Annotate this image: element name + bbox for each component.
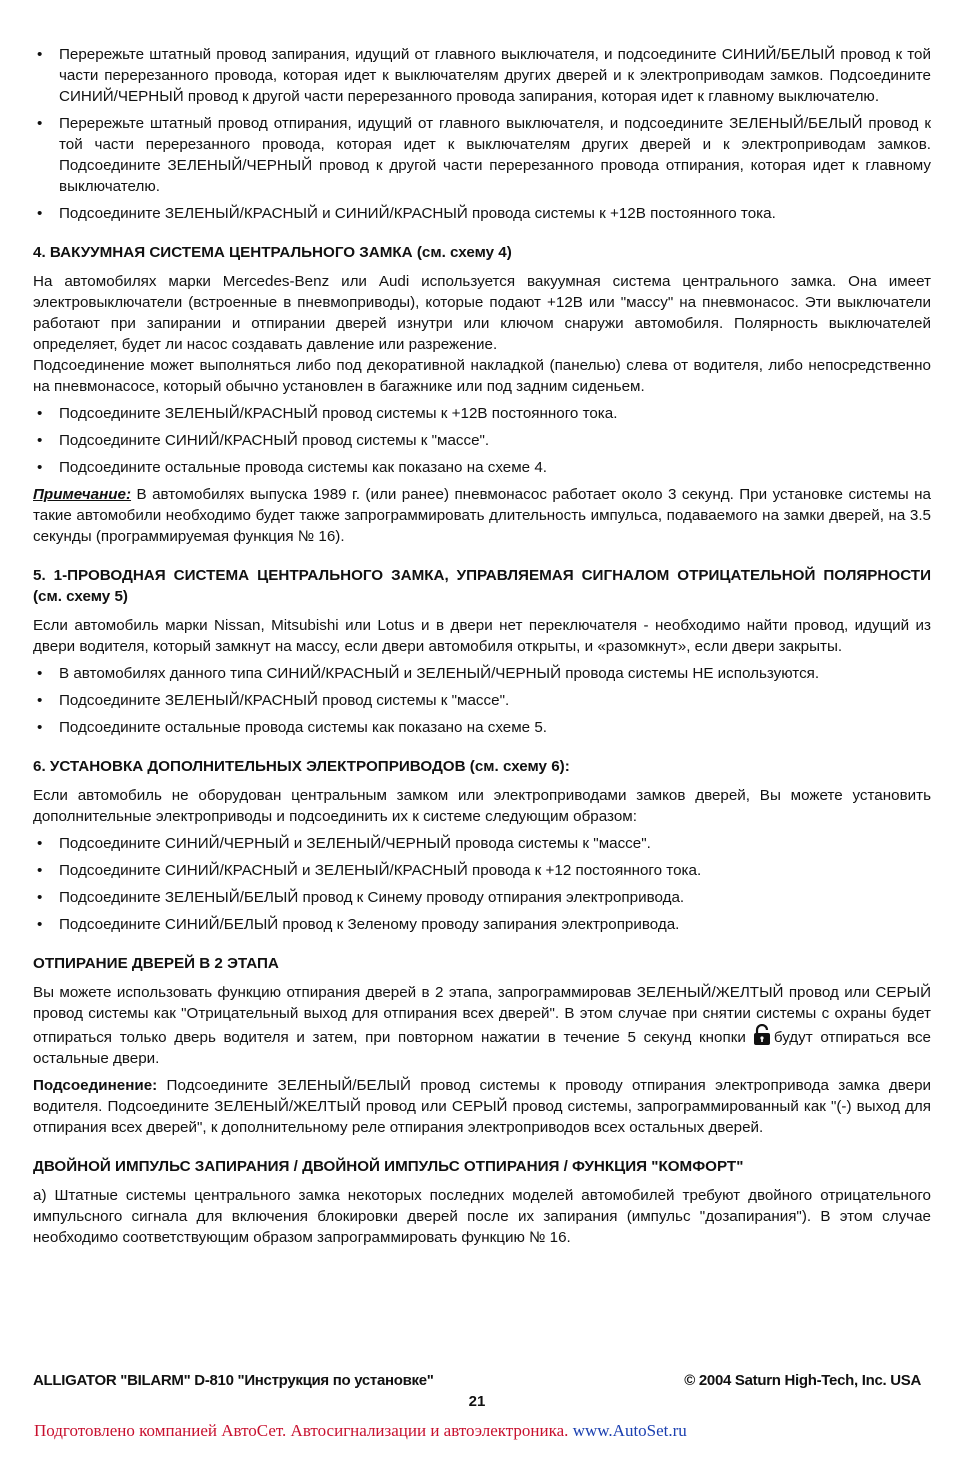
credit-text: Подготовлено компанией АвтоСет. Автосигнализации и автоэлектроника. — [34, 1421, 573, 1440]
list-item: • Перережьте штатный провод отпирания, идущий от главного выключателя, и подсоедините ЗЕЛЕНЫЙ/БЕЛЫЙ провод к той части перерезанного провода, которая идет к выключателям других дверей и к электроприводам замков. Подсоедините ЗЕЛЕНЫЙ/ЧЕРНЫЙ провод к другой части перерезанного провода отпирания, которая идет к главному выключателю. — [37, 115, 931, 195]
paragraph: а) Штатные системы центрального замка некоторых последних моделей автомобилей требуют двойного отрицательного импульсного сигнала для включения блокировки дверей после их запирания (импульс "дозапирания"). В этом случае необходимо соответствующим образом запрограммировать функцию № 16. — [33, 1187, 931, 1246]
intro-bullet-list — [33, 44, 931, 224]
section-heading: 5. 1-ПРОВОДНАЯ СИСТЕМА ЦЕНТРАЛЬНОГО ЗАМКА, УПРАВЛЯЕМАЯ СИГНАЛОМ ОТРИЦАТЕЛЬНОЙ ПОЛЯРНОСТИ (см. схему 5) — [33, 567, 931, 605]
paragraph: Если автомобиль марки Nissan, Mitsubishi или Lotus и в двери нет переключателя - необходимо найти провод, идущий из двери водителя, который замкнут на массу, если двери автомобиля открыты, и «разомкнут», если двери закрыты. — [33, 617, 931, 655]
paragraph: Если автомобиль не оборудован центральным замком или электроприводами замков дверей, Вы можете установить дополнительные электроприводы и подсоединить их к системе следующим образом: — [33, 787, 931, 825]
bullet-list — [33, 833, 931, 935]
paragraph: Подсоединение: Подсоедините ЗЕЛЕНЫЙ/БЕЛЫЙ провод системы к проводу отпирания электропривода замка двери водителя. Подсоедините ЗЕЛЕНЫЙ/ЖЕЛТЫЙ провод или СЕРЫЙ провод системы, запрограммированный как "(-) выход для отпирания всех дверей", к дополнительному реле отпирания электроприводов всех остальных дверей. — [33, 1077, 931, 1136]
page-number: 21 — [468, 1393, 486, 1410]
note-paragraph: Примечание: В автомобилях выпуска 1989 г. (или ранее) пневмонасос работает около 3 секунд. При установке системы на такие автомобили необходимо будет также запрограммировать длительность импульса, подаваемого на замки дверей, на 3.5 секунды (программируемая функция № 16). — [33, 486, 931, 545]
list-item: • Подсоедините СИНИЙ/КРАСНЫЙ и ЗЕЛЕНЫЙ/КРАСНЫЙ провода к +12 постоянного тока. — [37, 862, 702, 879]
section-heading: ДВОЙНОЙ ИМПУЛЬС ЗАПИРАНИЯ / ДВОЙНОЙ ИМПУЛЬС ОТПИРАНИЯ / ФУНКЦИЯ "КОМФОРТ" — [33, 1158, 744, 1175]
section-heading: 4. ВАКУУМНАЯ СИСТЕМА ЦЕНТРАЛЬНОГО ЗАМКА (см. схему 4) — [33, 244, 512, 261]
bullet-list — [33, 663, 931, 738]
list-item: • Подсоедините СИНИЙ/КРАСНЫЙ провод системы к "массе". — [37, 432, 490, 449]
section-double-pulse — [33, 1156, 931, 1248]
paragraph: На автомобилях марки Mercedes-Benz или Audi используется вакуумная система центрального замка. Она имеет электровыключатели (встроенные в пневмоприводы), которые подают +12В или "массу" на пневмонасос. Эти выключатели работают при запирании и отпирании дверей изнутри или ключом снаружи автомобиля. Полярность выключателей определяет, будет ли насос создавать давление или разрежение. — [33, 273, 931, 353]
list-item: • Подсоедините ЗЕЛЕНЫЙ/КРАСНЫЙ и СИНИЙ/КРАСНЫЙ провода системы к +12В постоянного тока. — [37, 205, 776, 222]
footer-copyright: © 2004 Saturn High-Tech, Inc. USA — [684, 1372, 921, 1389]
list-item: • Подсоедините остальные провода системы как показано на схеме 5. — [37, 719, 548, 736]
section-one-wire-lock — [33, 565, 931, 738]
note-label: Примечание: — [33, 486, 132, 503]
footer-title: ALLIGATOR "BILARM" D-810 "Инструкция по установке" — [33, 1372, 434, 1389]
list-item: • Подсоедините СИНИЙ/БЕЛЫЙ провод к Зеленому проводу запирания электропривода. — [37, 916, 680, 933]
section-two-stage-unlock — [33, 953, 931, 1138]
list-item: • Перережьте штатный провод запирания, идущий от главного выключателя, и подсоедините СИНИЙ/БЕЛЫЙ провод к той части перерезанного провода, которая идет к выключателям других дверей и к электроприводам замков. Подсоедините СИНИЙ/ЧЕРНЫЙ провод к другой части перерезанного провода запирания, которая идет к главному выключателю. — [37, 46, 931, 105]
list-item: • Подсоедините ЗЕЛЕНЫЙ/КРАСНЫЙ провод системы к "массе". — [37, 692, 510, 709]
paragraph: Подсоединение может выполняться либо под декоративной накладкой (панелью) слева от водителя, либо непосредственно на пневмонасосе, который обычно установлен в багажнике или под задним сиденьем. — [33, 357, 931, 395]
list-item: • Подсоедините ЗЕЛЕНЫЙ/КРАСНЫЙ провод системы к +12В постоянного тока. — [37, 405, 618, 422]
page-content — [33, 44, 931, 1248]
list-item: • Подсоедините остальные провода системы как показано на схеме 4. — [37, 459, 548, 476]
credit-link[interactable]: www.AutoSet.ru — [572, 1421, 687, 1440]
bullet-list — [33, 403, 931, 478]
list-item: • В автомобилях данного типа СИНИЙ/КРАСНЫЙ и ЗЕЛЕНЫЙ/ЧЕРНЫЙ провода системы НЕ используются. — [37, 665, 820, 682]
section-additional-actuators — [33, 756, 931, 935]
paragraph: Вы можете использовать функцию отпирания дверей в 2 этапа, запрограммировав ЗЕЛЕНЫЙ/ЖЕЛТЫЙ провод или СЕРЫЙ провод системы как "Отрицательный выход для отпирания всех дверей". В этом случае при снятии системы с охраны будет отпираться только дверь водителя и затем, при повторном нажатии в течение 5 секунд кнопки будут отпираться все остальные двери. — [33, 984, 931, 1067]
list-item: • Подсоедините ЗЕЛЕНЫЙ/БЕЛЫЙ провод к Синему проводу отпирания электропривода. — [37, 889, 685, 906]
credit-line — [34, 1420, 687, 1441]
section-heading: 6. УСТАНОВКА ДОПОЛНИТЕЛЬНЫХ ЭЛЕКТРОПРИВОДОВ (см. схему 6): — [33, 758, 570, 775]
connection-label: Подсоединение: — [33, 1077, 158, 1094]
unlock-icon — [752, 1024, 772, 1046]
list-item: • Подсоедините СИНИЙ/ЧЕРНЫЙ и ЗЕЛЕНЫЙ/ЧЕРНЫЙ провода системы к "массе". — [37, 835, 651, 852]
section-vacuum-lock — [33, 242, 931, 547]
section-heading: ОТПИРАНИЕ ДВЕРЕЙ В 2 ЭТАПА — [33, 955, 279, 972]
